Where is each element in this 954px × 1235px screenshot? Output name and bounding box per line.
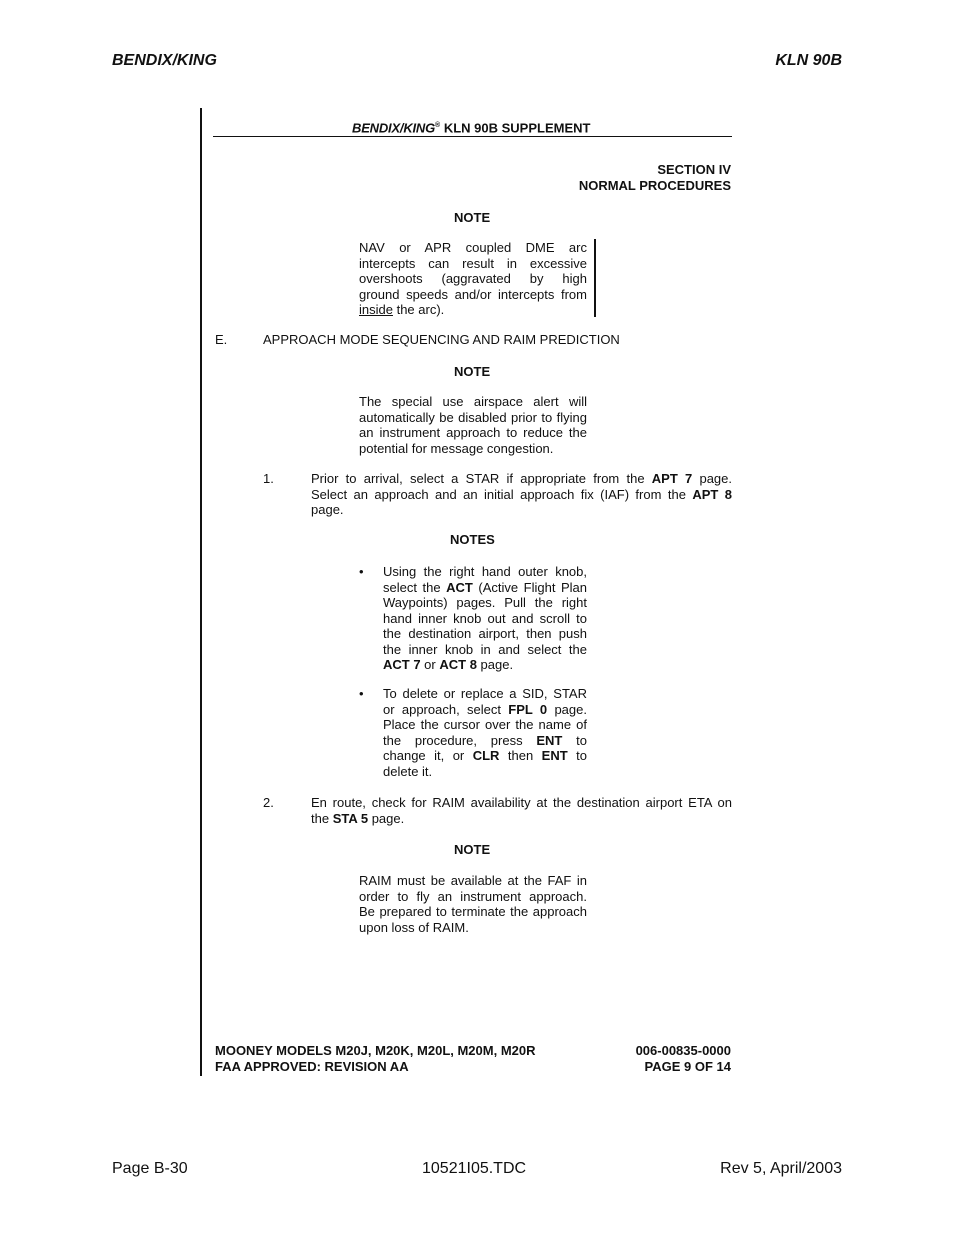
note1-last-rest: the arc). xyxy=(392,302,445,317)
bullet2-text: change it, or xyxy=(383,748,473,763)
note2-line: The special use airspace alert will xyxy=(359,394,587,409)
note4-line: RAIM must be available at the FAF in xyxy=(359,873,587,888)
note2-last-line: potential for message congestion. xyxy=(359,440,554,456)
note1-line: NAV or APR coupled DME arc xyxy=(359,240,587,255)
step1-number: 1. xyxy=(263,471,274,486)
bullet2-line xyxy=(383,748,587,764)
step2-text: the xyxy=(311,810,333,826)
bullet2-line: To delete or replace a SID, STAR xyxy=(383,686,587,701)
step2-body xyxy=(311,795,732,826)
bullet2-line: Place the cursor over the name of xyxy=(383,717,587,732)
bullet2-text: to xyxy=(562,732,587,748)
step1-page-ref: APT 7 xyxy=(651,471,693,486)
step1-text: Prior to arrival, select a STAR if appropriate from the xyxy=(311,471,652,486)
supplement-title xyxy=(352,118,590,136)
step2-line1: En route, check for RAIM availability at the destination airport ETA on xyxy=(311,795,732,810)
bullet2-key: FPL 0 xyxy=(508,701,548,717)
item-e-letter: E. xyxy=(215,332,228,347)
note1-line: ground speeds and/or intercepts from xyxy=(359,286,587,302)
note4-line: Be prepared to terminate the approach xyxy=(359,904,587,919)
note2-body xyxy=(359,394,587,456)
note4-line: order to fly an instrument approach. xyxy=(359,888,587,904)
bullet2-text: to xyxy=(567,748,587,763)
note4-heading: NOTE xyxy=(454,842,491,857)
title-rule xyxy=(213,136,732,137)
bullet2-text: or approach, select xyxy=(383,701,509,717)
step2-line2 xyxy=(311,811,732,827)
footer-file-name: 10521I05.TDC xyxy=(422,1160,527,1177)
step1-page-ref: APT 8 xyxy=(692,486,733,502)
bullet2-line xyxy=(383,702,587,718)
bullet2-key: CLR xyxy=(472,748,500,763)
step2-page-ref: STA 5 xyxy=(332,810,369,826)
bullet2-key: ENT xyxy=(541,748,568,763)
bullet1-key: ACT xyxy=(446,579,473,595)
supplement-title-text: KLN 90B SUPPLEMENT xyxy=(443,120,591,136)
bullet2-line xyxy=(383,733,587,749)
note1-underlined-word: inside xyxy=(359,302,393,317)
step1-text: page. xyxy=(692,471,733,486)
bullet2-key: ENT xyxy=(536,732,563,748)
bullet1-text: page. xyxy=(476,657,514,672)
brand-logo: BENDIX/KING xyxy=(352,120,436,136)
bullet1-key: ACT 8 xyxy=(439,657,477,672)
note1-line: overshoots (aggravated by high xyxy=(359,271,587,286)
header-left: BENDIX/KING xyxy=(112,52,217,69)
step1-line3: page. xyxy=(311,502,344,517)
note2-line: an instrument approach to reduce the xyxy=(359,425,587,440)
notes3-heading: NOTES xyxy=(450,532,495,547)
bullet1-text: select the xyxy=(383,579,447,595)
step1-line2 xyxy=(311,487,732,503)
note4-body xyxy=(359,873,587,935)
bullet1-line: the destination airport, then push xyxy=(383,626,587,641)
note1-heading: NOTE xyxy=(454,210,491,225)
bullet1-text: or xyxy=(420,657,440,672)
notes3-bullet1 xyxy=(383,564,587,673)
note4-last-line: upon loss of RAIM. xyxy=(359,919,469,935)
inner-footer-models: MOONEY MODELS M20J, M20K, M20L, M20M, M20R xyxy=(215,1043,536,1058)
bullet1-key: ACT 7 xyxy=(383,657,421,672)
step2-number: 2. xyxy=(263,795,274,810)
footer-page-number: Page B-30 xyxy=(112,1160,188,1177)
bullet1-line xyxy=(383,657,587,673)
section-name: NORMAL PROCEDURES xyxy=(578,178,731,193)
bullet2-text: page. xyxy=(547,701,587,717)
note1-line: intercepts can result in excessive xyxy=(359,255,587,271)
bullet1-line: Waypoints) pages. Pull the right xyxy=(383,595,587,610)
bullet1-line: Using the right hand outer knob, xyxy=(383,564,587,579)
bullet-marker: • xyxy=(359,686,364,701)
registered-mark: ® xyxy=(435,122,441,129)
bullet1-text: (Active Flight Plan xyxy=(472,579,588,595)
note2-heading: NOTE xyxy=(454,364,491,379)
bullet1-line xyxy=(383,580,587,596)
bullet-marker: • xyxy=(359,564,364,579)
header-right: KLN 90B xyxy=(775,52,842,69)
note1-body xyxy=(359,240,587,318)
note1-change-bar xyxy=(594,239,596,317)
item-e-title: APPROACH MODE SEQUENCING AND RAIM PREDICTION xyxy=(263,332,620,347)
step1-line1 xyxy=(311,471,732,487)
notes3-bullet2 xyxy=(383,686,587,779)
bullet1-line: the inner knob in and select the xyxy=(383,641,587,657)
inner-footer-docnum: 006-00835-0000 xyxy=(635,1043,731,1058)
inner-footer-approval: FAA APPROVED: REVISION AA xyxy=(215,1059,409,1074)
bullet1-line: hand inner knob out and scroll to xyxy=(383,610,587,626)
note2-line: automatically be disabled prior to flying xyxy=(359,409,587,425)
note1-last-line xyxy=(359,302,587,318)
step1-text: Select an approach and an initial approach fix (IAF) from the xyxy=(311,486,693,502)
footer-revision: Rev 5, April/2003 xyxy=(720,1160,842,1177)
step2-text: page. xyxy=(368,810,405,826)
bullet2-text: the procedure, press xyxy=(383,732,537,748)
page-change-bar xyxy=(200,108,202,1076)
bullet2-line: delete it. xyxy=(383,763,433,779)
bullet2-text: then xyxy=(499,748,542,763)
step1-body xyxy=(311,471,732,518)
inner-footer-page: PAGE 9 OF 14 xyxy=(644,1059,731,1074)
section-number: SECTION IV xyxy=(657,162,731,177)
